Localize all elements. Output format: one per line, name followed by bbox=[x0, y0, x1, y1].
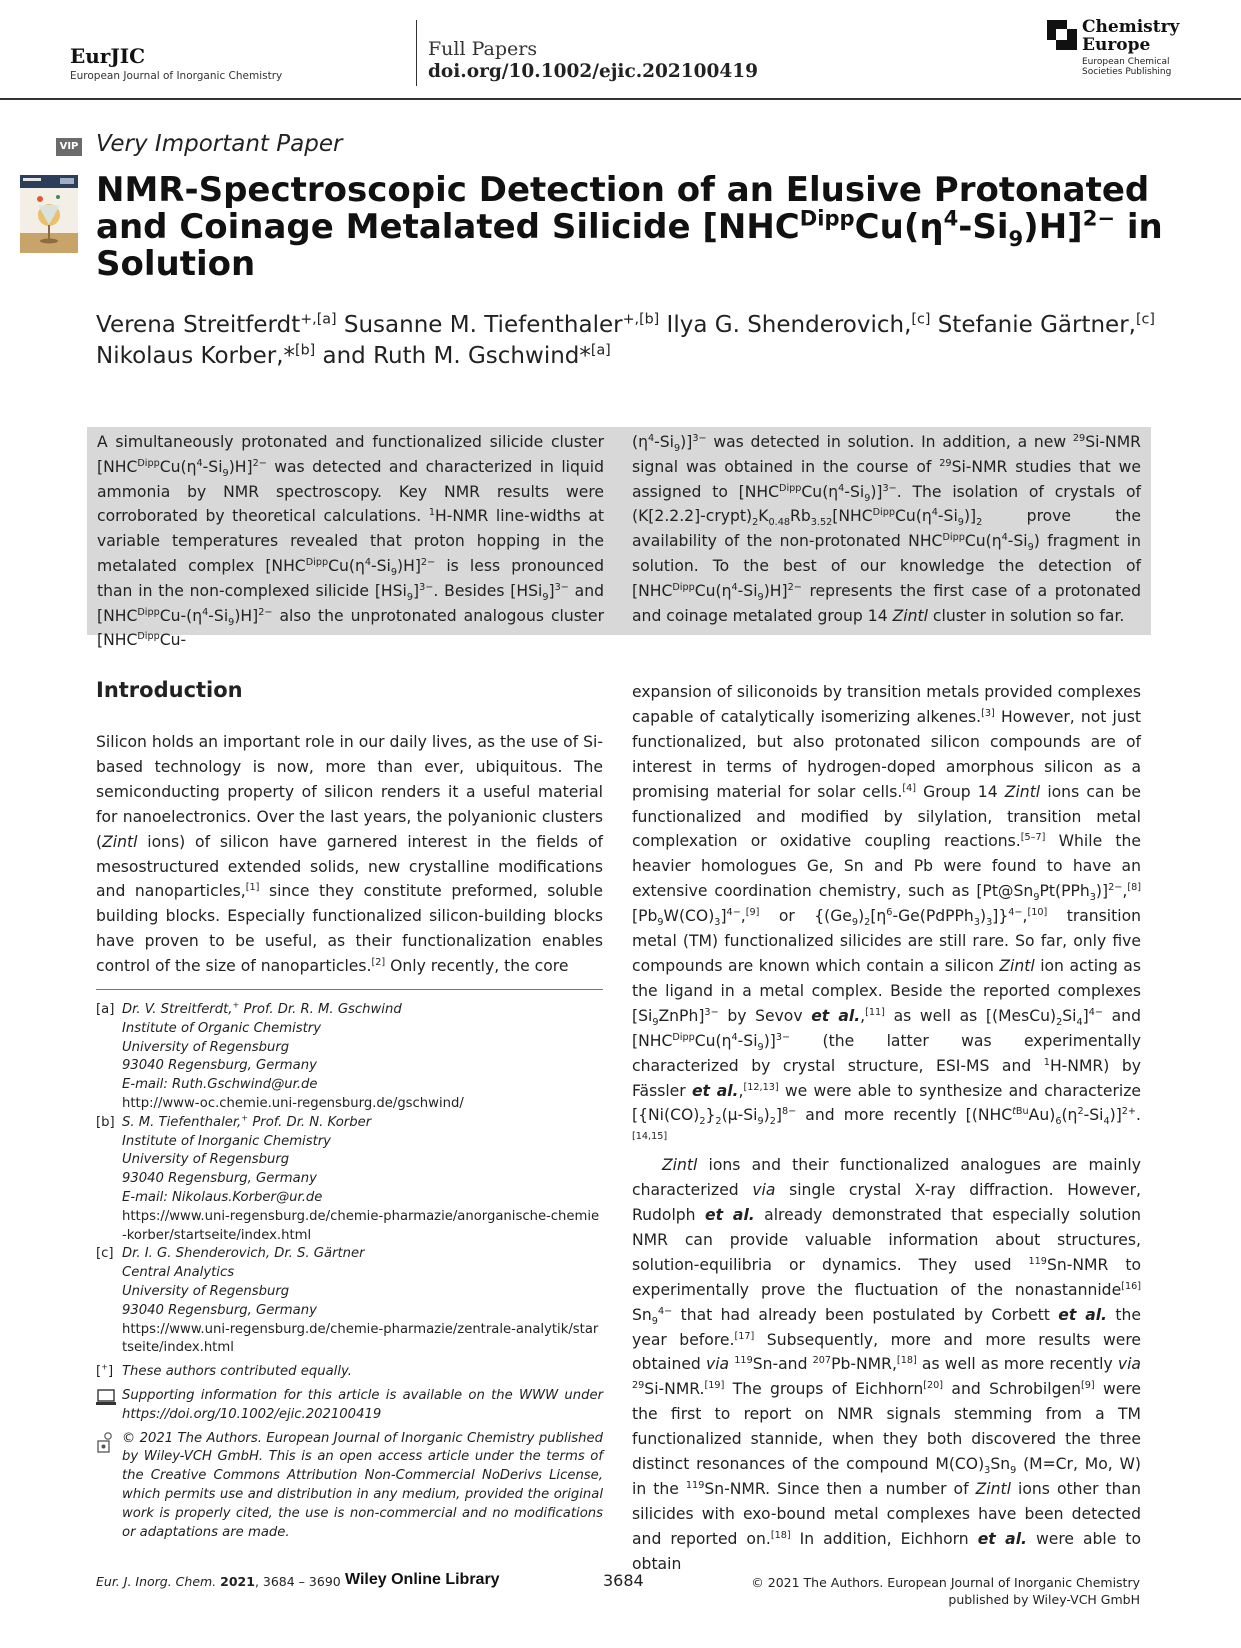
intro-right-paragraph-2: Zintl ions and their functionalized analogues are mainly characterized via single crystal X-ray diffraction. However, Rudolph et al. already demonstrated that especially solution NMR can provide valuable information about structures, solution-equilibria or dynamics. They used $^{119}$Sn-NMR to experimentally prove the fluctuation of the nonastannide[16] $Sn_9^{4-}$ that had already been postulated by Corbett et al. the year before.[17] Subsequently, more and more results were obtained via $^{119}$Sn-and $^{207}$Pb-NMR,[18] as well as more recently via $^{29}$Si-NMR.[19] The groups of Eichhorn[20] and Schrobilgen[9] were the first to report on NMR signals stemming from a TM functionalized stannide, when they both discovered the three distinct resonances of the compound $M(CO)_3Sn_9$ (M=Cr, Mo, W) in the $^{119}$Sn-NMR. Since then a number of Zintl ions other than silicides with exo-bound metal complexes have been detected and reported on.[18] In addition, Eichhorn et al. were able to obtain bbox=[632, 1156, 1142, 1573]
publisher-name: Chemistry Europe bbox=[1082, 17, 1180, 55]
chemistry-europe-logo-icon bbox=[1047, 20, 1077, 50]
abstract-right-column: $(\eta^4-Si_9)]^{3-}$ was detected in solution. In addition, a new $^{29}$Si-NMR signal was obtained in the course of $^{29}$Si-NMR studies that we assigned to $[NHC^{Dipp}Cu(\eta^4-Si_9)]^{3-}$. The isolation of crystals of $(K[2.2.2]-crypt)_2K_{0.48}Rb_{3.52}[NHC^{Dipp}Cu(\eta^4-Si_9)]_2$ prove the availability of the non-protonated $NHC^{Dipp}Cu(\eta^4-Si_9)$ fragment in solution. To the best of our knowledge the detection of $[NHC^{Dipp}Cu(\eta^4-Si_9)H]^{2-}$ represents the first case of a protonated and coinage metalated group 14 Zintl cluster in solution so far. bbox=[632, 432, 1142, 625]
footer-copyright: © 2021 The Authors. European Journal of Inorganic Chemistry published by Wiley-VCH GmbH bbox=[751, 1575, 1140, 1607]
equal-contribution-note: [+] These authors contributed equally. bbox=[96, 1361, 352, 1380]
open-access-icon bbox=[96, 1432, 116, 1454]
page-number: 3684 bbox=[603, 1571, 644, 1590]
abstract-left-column: A simultaneously protonated and functionalized silicide cluster $[NHC^{Dipp}Cu(\eta^4-Si_9)H]^{2-}$ was detected and characterized in liquid ammonia by NMR spectroscopy. Key NMR results were corroborated by theoretical calculations. $^1$H-NMR line-widths at variable temperatures revealed that proton hopping in the metalated complex $[NHC^{Dipp}Cu(\eta^4-Si_9)H]^{2-}$ is less pronounced than in the non-complexed silicide $[HSi_9]^{3-}$. Besides $[HSi_9]^{3-}$ and $[NHC^{Dipp}Cu-(\eta^4-Si_9)H]^{2-}$ also the unprotonated analogous cluster [$NHC^{Dipp}Cu-$ bbox=[97, 433, 605, 650]
intro-right-column bbox=[632, 680, 1141, 1577]
doi-link[interactable]: doi.org/10.1002/ejic.202100419 bbox=[428, 61, 759, 82]
header-divider bbox=[416, 20, 417, 86]
publisher-subtitle: European Chemical Societies Publishing bbox=[1082, 57, 1172, 77]
footer-citation: Eur. J. Inorg. Chem. 2021, 3684 – 3690 bbox=[96, 1574, 341, 1589]
footnote-rule bbox=[96, 989, 603, 990]
affiliation-b: [b] S. M. Tiefenthaler,+ Prof. Dr. N. Korber Institute of Inorganic Chemistry University of Regensburg 93040 Regensburg, Germany E-mail: Nikolaus.Korber@ur.de https://www.uni-regensburg.de/chemie-pharmazie/anorganische-chemie-korber/startseite/index.html bbox=[96, 1114, 603, 1246]
license-note: © 2021 The Authors. European Journal of Inorganic Chemistry published by Wiley-VCH GmbH. This is an open access article under the terms of the Creative Commons Attribution Non-Commercial NoDerivs License, which permits use and distribution in any medium, provided the original work is properly cited, the use is non-commercial and no modifications or adaptations are made. bbox=[96, 1430, 603, 1543]
affiliation-c-url[interactable]: https://www.uni-regensburg.de/chemie-pharmazie/zentrale-analytik/startseite/index.html bbox=[122, 1321, 599, 1356]
vip-badge-icon: VIP bbox=[56, 138, 82, 156]
journal-full-name: European Journal of Inorganic Chemistry bbox=[70, 70, 283, 82]
affiliation-b-url[interactable]: https://www.uni-regensburg.de/chemie-pharmazie/anorganische-chemie-korber/startseite/index.html bbox=[122, 1208, 600, 1243]
computer-icon bbox=[96, 1389, 116, 1407]
vip-label: Very Important Paper bbox=[96, 131, 343, 157]
journal-short-name: EurJIC bbox=[70, 44, 146, 68]
author-list: Verena Streitferdt$^{+,[a]}$ Susanne M. Tiefenthaler$^{+,[b]}$ Ilya G. Shenderovich,[c] Stefanie Gärtner,[c] Nikolaus Korber,*[b] and Ruth M. Gschwind*[a] bbox=[96, 311, 1155, 369]
section-label: Full Papers bbox=[428, 38, 538, 60]
footer-wiley-online-library[interactable]: Wiley Online Library bbox=[345, 1571, 500, 1588]
affiliation-c: [c] Dr. I. G. Shenderovich, Dr. S. Gärtner Central Analytics University of Regensburg 93040 Regensburg, Germany https://www.uni-regensburg.de/chemie-pharmazie/zentrale-analytik/startseite/index.html bbox=[96, 1245, 603, 1358]
affiliation-a-url[interactable]: http://www-oc.chemie.uni-regensburg.de/gschwind/ bbox=[122, 1095, 464, 1111]
affiliations bbox=[96, 1001, 603, 1542]
intro-right-paragraph-1: expansion of siliconoids by transition metals provided complexes capable of catalytically isomerizing alkenes.[3] However, not just functionalized, but also protonated silicon compounds are of interest in terms of hydrogen-doped amorphous silicon as a promising material for solar cells.[4] Group 14 Zintl ions can be functionalized and modified by silylation, transition metal complexation or oxidative coupling reactions.[5–7] While the heavier homologues Ge, Sn and Pb were found to have an extensive coordination chemistry, such as $[Pt@Sn_9Pt(PPh_3)]^{2-},[8]$ $[Pb_9W(CO)_3]^{4-},[9]$ or $\{(Ge_9)_2[\eta^6-Ge(PdPPh_3)_3]\}^{4-},[10]$ transition metal (TM) functionalized silicides are still rare. So far, only five compounds are known which contain a silicon Zintl ion acting as the ligand in a metal complex. Beside the reported complexes $[Si_9ZnPh]^{3-}$ by Sevov et al.,[11] as well as $[(MesCu)_2Si_4]^{4-}$ and $[NHC^{Dipp}Cu(\eta^4-Si_9)]^{3-}$ (the latter was experimentally characterized by crystal structure, ESI-MS and $^1$H-NMR) by Fässler et al.,[12,13] we were able to synthesize and characterize $[\{Ni(CO)_2\}_2(\mu-Si_9)_2]^{8-}$ and more recently $[(NHC^{tBu}Au)_6(\eta^2-Si_4)]^{2+}.[14,15]$ bbox=[632, 683, 1142, 1143]
intro-left-paragraph: Silicon holds an important role in our daily lives, as the use of Si-based technology is now, more than ever, ubiquitous. The semiconducting property of silicon renders it a useful material for nanoelectronics. Over the last years, the polyanionic clusters (Zintl ions) of silicon have garnered interest in the fields of mesostructured extended solids, new crystalline modifications and nanoparticles,[1] since they constitute preformed, soluble building blocks. Especially functionalized silicon-building blocks have proven to be useful, as their functionalization enables control of the size of nanoparticles.[2] Only recently, the core bbox=[96, 733, 603, 976]
journal-cover-thumbnail[interactable] bbox=[20, 175, 78, 253]
header-rule bbox=[0, 98, 1241, 100]
section-heading-introduction: Introduction bbox=[96, 678, 243, 702]
supporting-info-note: Supporting information for this article is available on the WWW under https://doi.org/10.1002/ejic.202100419 bbox=[96, 1387, 603, 1425]
article-title: NMR-Spectroscopic Detection of an Elusive Protonated and Coinage Metalated Silicide $[NHC^{Dipp}Cu(\eta^4-Si_9)H]^{2-}$ in Solution bbox=[96, 170, 1163, 284]
affiliation-a: [a] Dr. V. Streitferdt,+ Prof. Dr. R. M. Gschwind Institute of Organic Chemistry University of Regensburg 93040 Regensburg, Germany E-mail: Ruth.Gschwind@ur.de http://www-oc.chemie.uni-regensburg.de/gschwind/ bbox=[96, 1001, 603, 1114]
